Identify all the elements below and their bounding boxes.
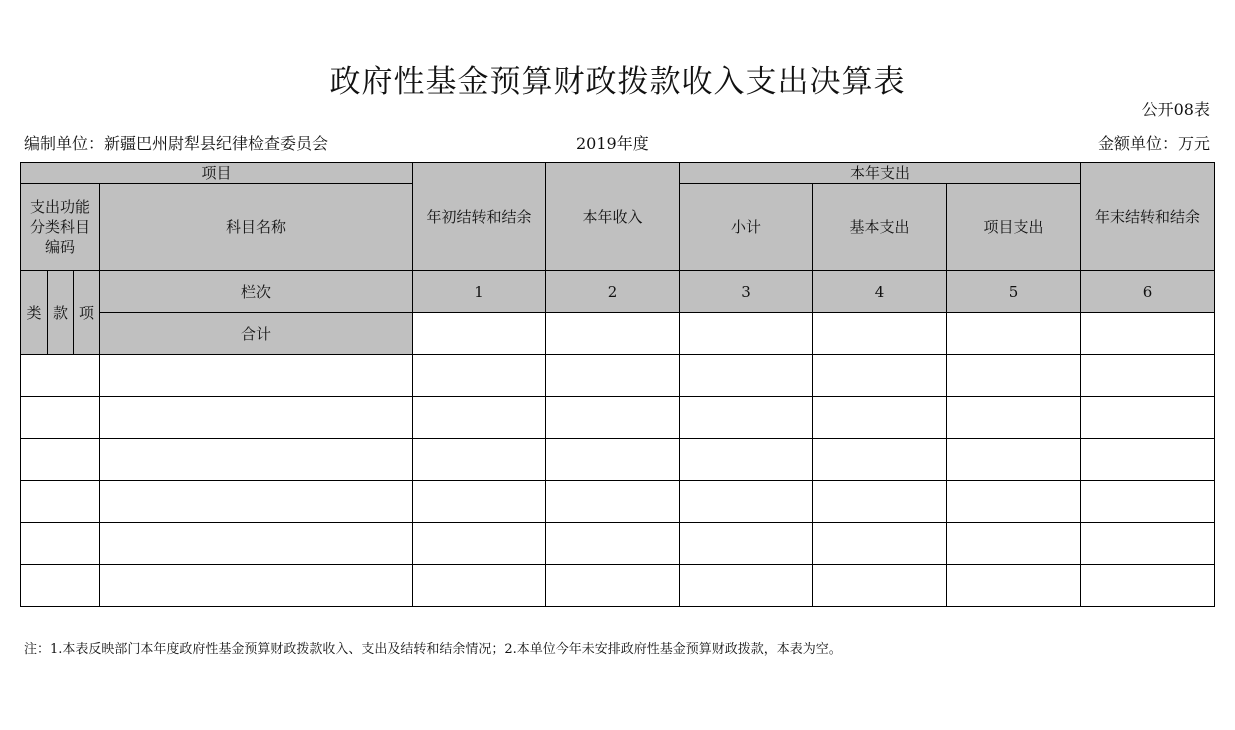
table-cell [546,439,680,481]
header-subject-name: 科目名称 [100,184,413,271]
table-cell [413,313,546,355]
header-kuan: 款 [48,271,74,355]
table-cell [546,313,680,355]
reporting-unit: 编制单位：新疆巴州尉犁县纪律检查委员会 [24,134,329,153]
header-basic-expense: 基本支出 [813,184,947,271]
table-cell [100,439,413,481]
table-cell [546,523,680,565]
table-cell [947,439,1081,481]
table-cell [947,313,1081,355]
table-cell [100,481,413,523]
table-cell [413,439,546,481]
table-row [21,523,1215,565]
header-project-expense: 项目支出 [947,184,1081,271]
column-index-2: 2 [546,271,680,313]
header-begin-balance: 年初结转和结余 [413,163,546,271]
header-func-code: 支出功能分类科目编码 [21,184,100,271]
amount-unit: 金额单位：万元 [1097,134,1210,153]
header-xiang: 项 [74,271,100,355]
table-cell [680,439,813,481]
table-cell [680,481,813,523]
table-cell [947,481,1081,523]
header-project: 项目 [21,163,413,184]
table-cell [813,523,947,565]
table-cell [413,523,546,565]
table-cell [21,481,100,523]
table-row [21,355,1215,397]
table-cell [546,397,680,439]
total-label: 合计 [100,313,413,355]
table-cell [1081,565,1215,607]
header-expense: 本年支出 [680,163,1081,184]
total-row [21,313,1215,355]
column-index-6: 6 [1081,271,1215,313]
table-cell [21,523,100,565]
table-cell [21,397,100,439]
table-cell [100,565,413,607]
table-cell [680,565,813,607]
table-cell [813,313,947,355]
table-cell [100,523,413,565]
table-cell [680,313,813,355]
table-cell [680,355,813,397]
table-cell [546,565,680,607]
table-cell [413,355,546,397]
table-cell [1081,523,1215,565]
column-index-label: 栏次 [100,271,413,313]
table-cell [813,481,947,523]
form-code: 公开08表 [1141,100,1210,119]
header-income: 本年收入 [546,163,680,271]
table-cell [1081,313,1215,355]
table-cell [21,439,100,481]
table-row [21,565,1215,607]
table-cell [680,523,813,565]
header-subtotal: 小计 [680,184,813,271]
table-cell [100,397,413,439]
column-index-1: 1 [413,271,546,313]
table-row [21,481,1215,523]
column-index-4: 4 [813,271,947,313]
table-row [21,397,1215,439]
table-cell [100,355,413,397]
table-cell [546,355,680,397]
column-index-3: 3 [680,271,813,313]
table-cell [680,397,813,439]
table-cell [1081,355,1215,397]
page-title: 政府性基金预算财政拨款收入支出决算表 [329,64,906,100]
table-cell [947,565,1081,607]
table-cell [947,397,1081,439]
footnote: 注：1.本表反映部门本年度政府性基金预算财政拨款收入、支出及结转和结余情况；2.本单位今年未安排政府性基金预算财政拨款，本表为空。 [24,642,842,657]
table-cell [413,397,546,439]
fiscal-year: 2019年度 [576,134,649,153]
table-cell [813,439,947,481]
table-cell [1081,439,1215,481]
table-cell [813,565,947,607]
table-cell [1081,481,1215,523]
table-cell [813,355,947,397]
table-cell [413,481,546,523]
table-cell [413,565,546,607]
table-cell [813,397,947,439]
table-cell [21,565,100,607]
column-index-5: 5 [947,271,1081,313]
table-row [21,439,1215,481]
table-cell [947,523,1081,565]
header-lei: 类 [21,271,48,355]
budget-table [20,162,1215,607]
header-end-balance: 年末结转和结余 [1081,163,1215,271]
table-cell [21,355,100,397]
table-cell [947,355,1081,397]
table-cell [546,481,680,523]
table-cell [1081,397,1215,439]
